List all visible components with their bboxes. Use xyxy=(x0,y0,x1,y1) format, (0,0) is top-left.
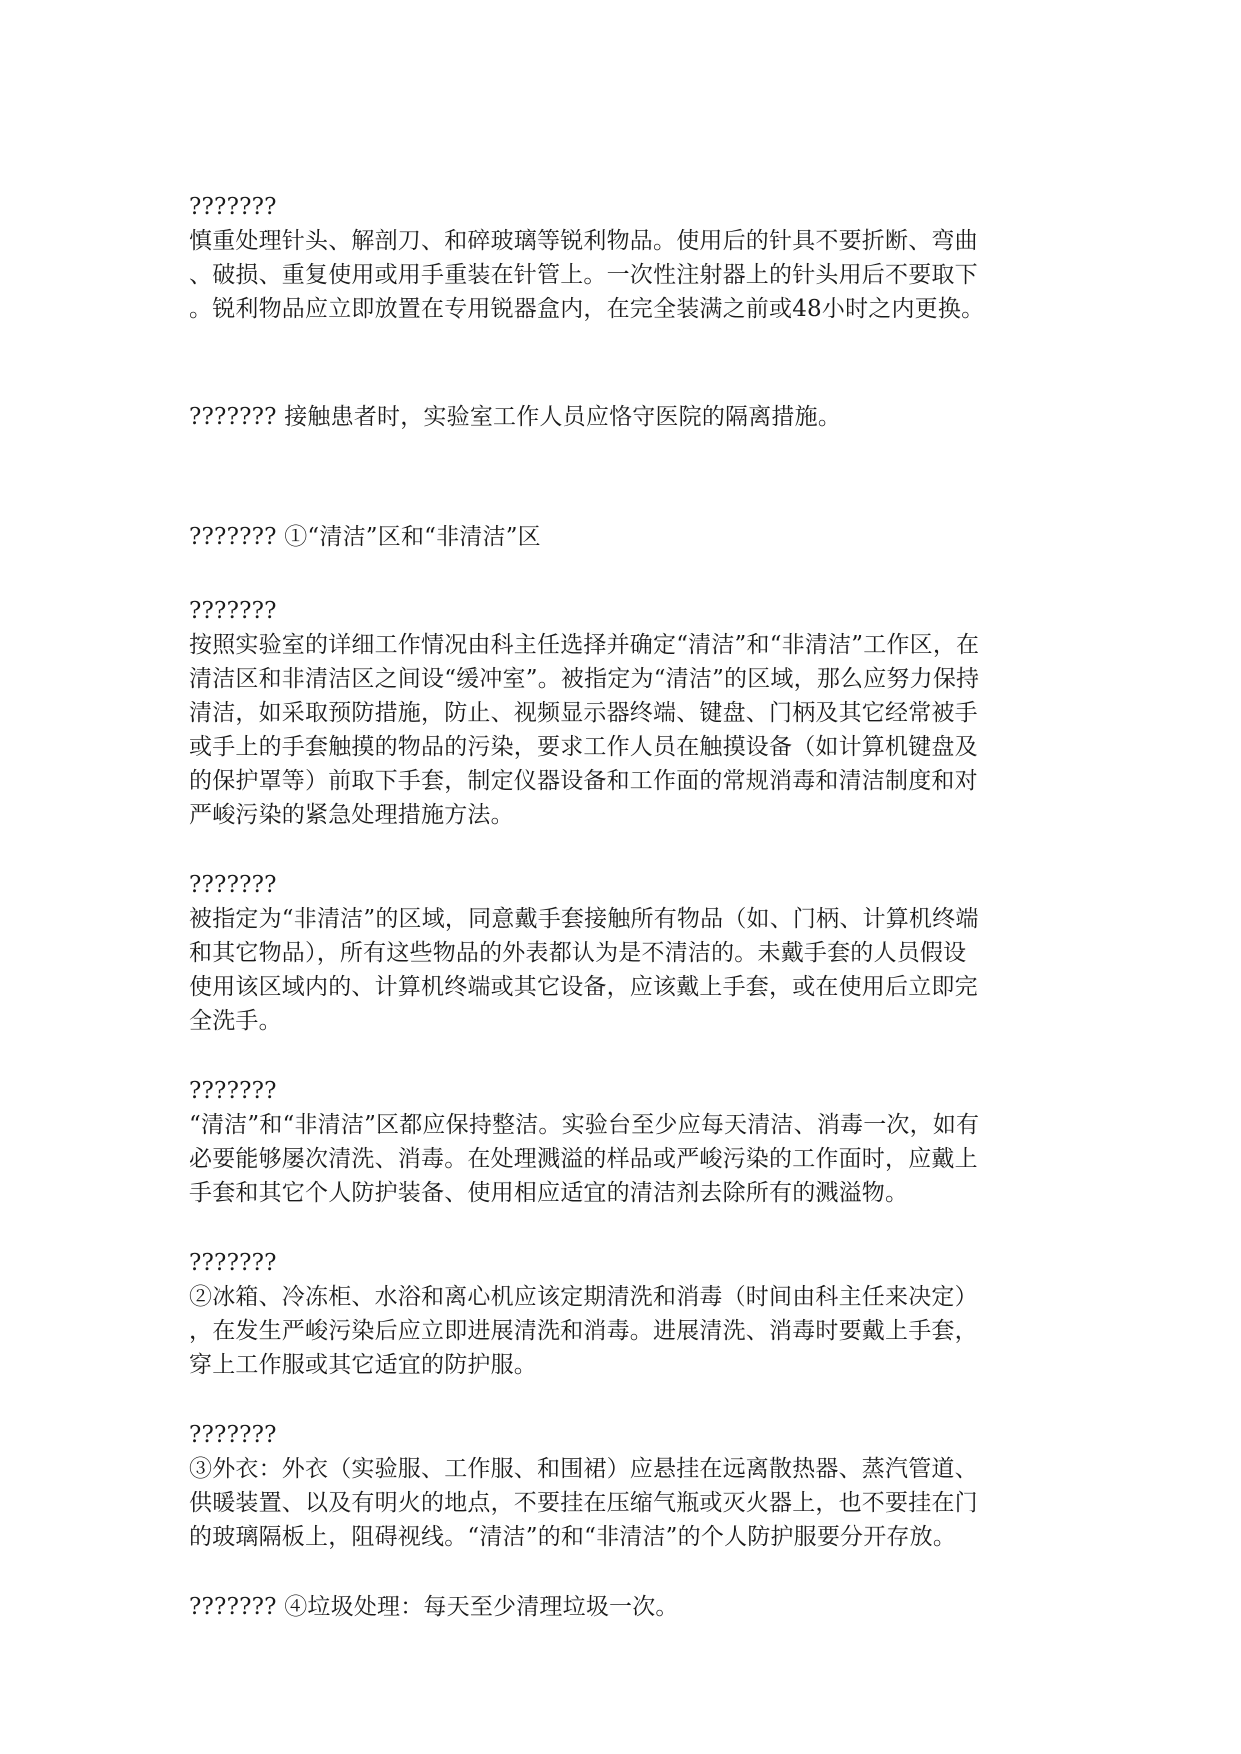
text-line: 的玻璃隔板上，阻碍视线。“清洁”的和“非清洁”的个人防护服要分开存放。 xyxy=(189,1524,957,1550)
paragraph-marker: ??????? xyxy=(189,524,277,550)
spacer xyxy=(189,1382,1049,1418)
text-line: 慎重处理针头、解剖刀、和碎玻璃等锐利物品。使用后的针具不要折断、弯曲 xyxy=(189,228,978,254)
text-line: 手套和其它个人防护装备、使用相应适宜的清洁剂去除所有的溅溢物。 xyxy=(189,1180,909,1206)
paragraph-equipment-disinfection xyxy=(189,1246,1049,1382)
paragraph-marker: ??????? xyxy=(189,872,277,898)
text-inline: ①“清洁”区和“非清洁”区 xyxy=(276,524,541,550)
paragraph-marker: ??????? xyxy=(189,598,277,624)
text-line: 按照实验室的详细工作情况由科主任选择并确定“清洁”和“非清洁”工作区，在 xyxy=(189,632,980,658)
paragraph-marker: ??????? xyxy=(189,194,277,220)
paragraph-outerwear xyxy=(189,1418,1049,1554)
text-inline: ④垃圾处理：每天至少清理垃圾一次。 xyxy=(276,1594,679,1620)
text-line: 穿上工作服或其它适宜的防护服。 xyxy=(189,1352,537,1378)
spacer xyxy=(189,326,1049,400)
text-line: 清洁区和非清洁区之间设“缓冲室”。被指定为“清洁”的区域，那么应努力保持 xyxy=(189,666,980,692)
text-line: 被指定为“非清洁”的区域，同意戴手套接触所有物品（如、门柄、计算机终端 xyxy=(189,906,979,932)
paragraph-marker: ??????? xyxy=(189,1250,277,1276)
text-line: 必要能够屡次清洗、消毒。在处理溅溢的样品或严峻污染的工作面时，应戴上 xyxy=(189,1146,978,1172)
document-body xyxy=(189,190,1049,1624)
text-line: 、破损、重复使用或用手重装在针管上。一次性注射器上的针头用后不要取下 xyxy=(189,262,978,288)
text-line: 的保护罩等）前取下手套，制定仪器设备和工作面的常规消毒和清洁制度和对 xyxy=(189,768,978,794)
paragraph-marker: ??????? xyxy=(189,1594,277,1620)
paragraph-sharps xyxy=(189,190,1049,326)
text-line: ，在发生严峻污染后应立即进展清洗和消毒。进展清洗、消毒时要戴上手套， xyxy=(189,1318,978,1344)
text-line: 或手上的手套触摸的物品的污染，要求工作人员在触摸设备（如计算机键盘及 xyxy=(189,734,978,760)
text-line: 严峻污染的紧急处理措施方法。 xyxy=(189,802,514,828)
paragraph-non-clean-zone xyxy=(189,868,1049,1038)
text-line: 全洗手。 xyxy=(189,1008,282,1034)
spacer xyxy=(189,1038,1049,1074)
paragraph-heading-zones xyxy=(189,520,1049,554)
text-line: 供暖装置、以及有明火的地点，不要挂在压缩气瓶或灭火器上，也不要挂在门 xyxy=(189,1490,978,1516)
text-line: 清洁，如采取预防措施，防止、视频显示器终端、键盘、门柄及其它经常被手 xyxy=(189,700,978,726)
paragraph-cleaning-routine xyxy=(189,1074,1049,1210)
spacer xyxy=(189,434,1049,520)
spacer xyxy=(189,1554,1049,1590)
spacer xyxy=(189,1210,1049,1246)
text-line: 。锐利物品应立即放置在专用锐器盒内，在完全装满之前或48小时之内更换。 xyxy=(189,296,985,322)
paragraph-waste xyxy=(189,1590,1049,1624)
text-inline: 接触患者时，实验室工作人员应恪守医院的隔离措施。 xyxy=(276,404,842,430)
paragraph-marker: ??????? xyxy=(189,1078,277,1104)
text-line: 和其它物品），所有这些物品的外表都认为是不清洁的。未戴手套的人员假设 xyxy=(189,940,967,966)
text-line: ②冰箱、冷冻柜、水浴和离心机应该定期清洗和消毒（时间由科主任来决定） xyxy=(189,1284,978,1310)
spacer xyxy=(189,554,1049,594)
text-line: 使用该区域内的、计算机终端或其它设备，应该戴上手套，或在使用后立即完 xyxy=(189,974,978,1000)
text-line: ③外衣：外衣（实验服、工作服、和围裙）应悬挂在远离散热器、蒸汽管道、 xyxy=(189,1456,978,1482)
paragraph-clean-zone xyxy=(189,594,1049,832)
paragraph-marker: ??????? xyxy=(189,1422,277,1448)
paragraph-isolation xyxy=(189,400,1049,434)
text-line: “清洁”和“非清洁”区都应保持整洁。实验台至少应每天清洁、消毒一次，如有 xyxy=(189,1112,980,1138)
spacer xyxy=(189,832,1049,868)
paragraph-marker: ??????? xyxy=(189,404,277,430)
